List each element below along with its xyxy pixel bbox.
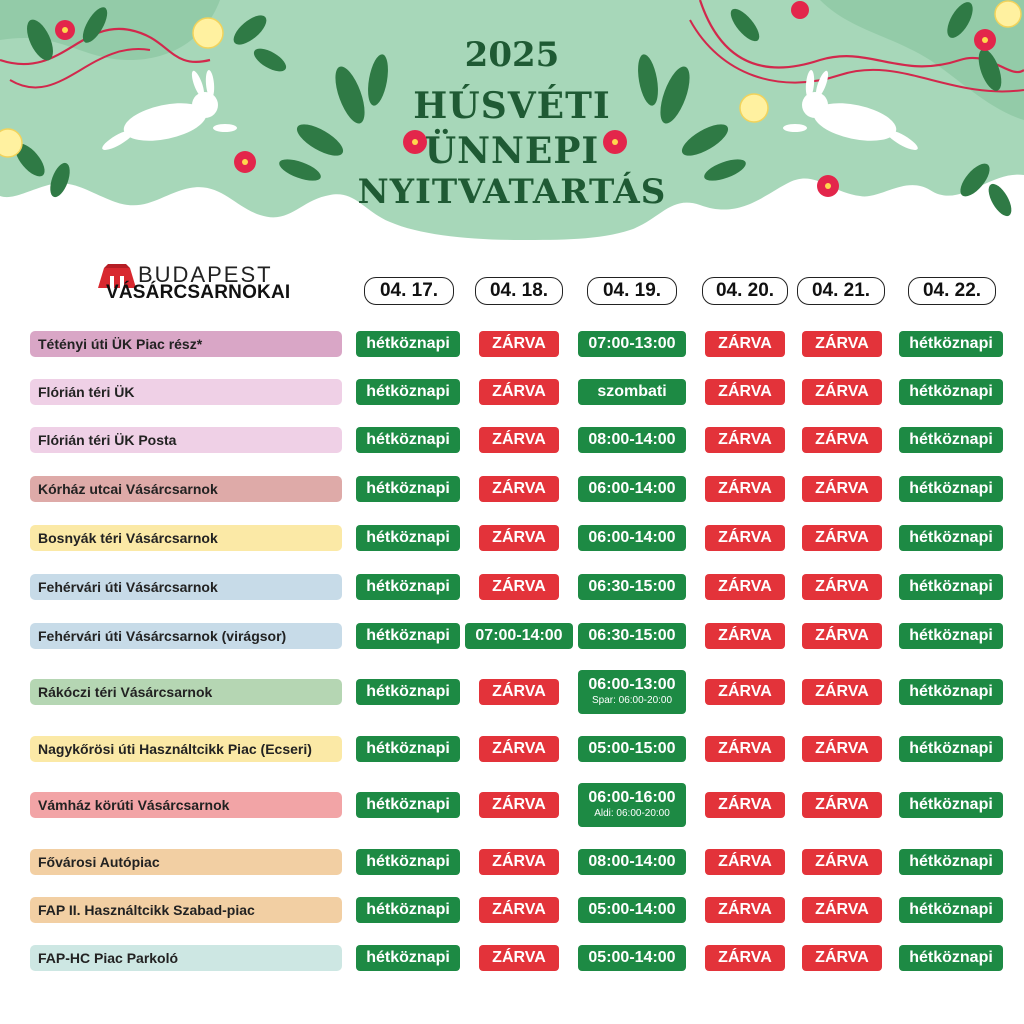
- open-hours-badge: [899, 849, 1003, 875]
- closed-badge: [705, 476, 785, 502]
- closed-badge: [705, 897, 785, 923]
- cell-note: Spar: 06:00-20:00: [591, 695, 673, 707]
- cell-value: hétköznapi: [366, 382, 450, 400]
- cell-value: szombati: [597, 382, 667, 400]
- closed-badge: [802, 736, 882, 762]
- brand-logo: [96, 262, 296, 306]
- cell-value: ZÁRVA: [815, 626, 869, 644]
- date-header-0: 04. 17.: [364, 277, 454, 305]
- closed-badge: [479, 331, 559, 357]
- closed-badge: [705, 379, 785, 405]
- cell-value: hétköznapi: [366, 430, 450, 448]
- closed-badge: [705, 849, 785, 875]
- closed-badge: [705, 427, 785, 453]
- cell-value: 05:00-14:00: [588, 948, 676, 966]
- cell-value: hétköznapi: [909, 626, 993, 644]
- open-hours-badge: [356, 427, 460, 453]
- cell-value: ZÁRVA: [815, 795, 869, 813]
- cell-value: hétköznapi: [909, 334, 993, 352]
- cell-value: 06:00-13:00: [588, 676, 676, 694]
- open-hours-badge: [356, 379, 460, 405]
- cell-value: ZÁRVA: [815, 852, 869, 870]
- cell-value: ZÁRVA: [718, 682, 772, 700]
- closed-badge: [802, 476, 882, 502]
- market-name: Fehérvári úti Vásárcsarnok: [30, 574, 342, 600]
- open-hours-badge: [356, 331, 460, 357]
- open-hours-badge: [578, 945, 686, 971]
- date-header-2: 04. 19.: [587, 277, 677, 305]
- cell-value: ZÁRVA: [492, 479, 546, 497]
- market-name: Nagykőrösi úti Használtcikk Piac (Ecseri): [30, 736, 342, 762]
- cell-value: hétköznapi: [909, 479, 993, 497]
- cell-value: ZÁRVA: [815, 479, 869, 497]
- cell-value: ZÁRVA: [492, 852, 546, 870]
- open-hours-badge: [899, 331, 1003, 357]
- cell-value: ZÁRVA: [718, 382, 772, 400]
- closed-badge: [705, 574, 785, 600]
- cell-value: hétköznapi: [366, 334, 450, 352]
- open-hours-badge: [356, 574, 460, 600]
- open-hours-badge: [578, 670, 686, 714]
- cell-value: ZÁRVA: [492, 682, 546, 700]
- closed-badge: [479, 736, 559, 762]
- cell-value: ZÁRVA: [815, 430, 869, 448]
- closed-badge: [479, 897, 559, 923]
- cell-value: hétköznapi: [366, 948, 450, 966]
- open-hours-badge: [899, 379, 1003, 405]
- open-hours-badge: [578, 379, 686, 405]
- cell-value: hétköznapi: [909, 852, 993, 870]
- title-line-3: NYITVATARTÁS: [357, 172, 667, 212]
- closed-badge: [802, 792, 882, 818]
- market-name: Flórián téri ÜK: [30, 379, 342, 405]
- date-header-1: 04. 18.: [475, 277, 563, 305]
- cell-value: ZÁRVA: [492, 528, 546, 546]
- cell-value: hétköznapi: [366, 479, 450, 497]
- cell-value: hétköznapi: [909, 382, 993, 400]
- closed-badge: [479, 792, 559, 818]
- cell-value: ZÁRVA: [718, 334, 772, 352]
- cell-value: ZÁRVA: [815, 577, 869, 595]
- logo-text-top: BUDAPEST: [138, 262, 273, 287]
- cell-value: hétköznapi: [909, 528, 993, 546]
- cell-value: ZÁRVA: [492, 382, 546, 400]
- cell-value: 05:00-15:00: [588, 739, 676, 757]
- cell-value: 06:30-15:00: [588, 626, 676, 644]
- open-hours-badge: [578, 476, 686, 502]
- cell-value: hétköznapi: [366, 626, 450, 644]
- market-name: Tétényi úti ÜK Piac rész*: [30, 331, 342, 357]
- closed-badge: [802, 574, 882, 600]
- closed-badge: [802, 945, 882, 971]
- closed-badge: [705, 945, 785, 971]
- cell-value: hétköznapi: [366, 682, 450, 700]
- cell-value: ZÁRVA: [815, 382, 869, 400]
- cell-value: 07:00-14:00: [475, 626, 563, 644]
- cell-value: hétköznapi: [366, 577, 450, 595]
- market-name: FAP-HC Piac Parkoló: [30, 945, 342, 971]
- open-hours-badge: [356, 736, 460, 762]
- cell-value: hétköznapi: [909, 948, 993, 966]
- date-header-3: 04. 20.: [702, 277, 788, 305]
- open-hours-badge: [899, 623, 1003, 649]
- closed-badge: [802, 525, 882, 551]
- closed-badge: [705, 792, 785, 818]
- open-hours-badge: [899, 736, 1003, 762]
- open-hours-badge: [356, 792, 460, 818]
- cell-value: ZÁRVA: [815, 739, 869, 757]
- logo-text-bottom: VÁSÁRCSARNOKAI: [106, 282, 291, 303]
- open-hours-badge: [578, 427, 686, 453]
- cell-value: hétköznapi: [366, 739, 450, 757]
- open-hours-badge: [899, 574, 1003, 600]
- cell-value: ZÁRVA: [718, 430, 772, 448]
- closed-badge: [479, 525, 559, 551]
- cell-value: ZÁRVA: [815, 334, 869, 352]
- open-hours-badge: [578, 849, 686, 875]
- closed-badge: [705, 736, 785, 762]
- closed-badge: [479, 679, 559, 705]
- open-hours-badge: [356, 897, 460, 923]
- open-hours-badge: [356, 476, 460, 502]
- closed-badge: [802, 897, 882, 923]
- closed-badge: [479, 427, 559, 453]
- market-name: Rákóczi téri Vásárcsarnok: [30, 679, 342, 705]
- cell-value: ZÁRVA: [492, 795, 546, 813]
- cell-value: 05:00-14:00: [588, 900, 676, 918]
- closed-badge: [802, 623, 882, 649]
- closed-badge: [479, 849, 559, 875]
- date-header-5: 04. 22.: [908, 277, 996, 305]
- cell-value: ZÁRVA: [492, 334, 546, 352]
- market-name: Bosnyák téri Vásárcsarnok: [30, 525, 342, 551]
- closed-badge: [802, 849, 882, 875]
- cell-value: 06:00-14:00: [588, 479, 676, 497]
- cell-value: ZÁRVA: [492, 577, 546, 595]
- cell-value: 06:00-16:00: [588, 789, 676, 807]
- cell-value: 06:30-15:00: [588, 577, 676, 595]
- cell-value: ZÁRVA: [718, 626, 772, 644]
- cell-value: ZÁRVA: [492, 739, 546, 757]
- cell-value: ZÁRVA: [492, 948, 546, 966]
- closed-badge: [802, 679, 882, 705]
- open-hours-badge: [465, 623, 573, 649]
- cell-value: hétköznapi: [909, 577, 993, 595]
- market-name: Flórián téri ÜK Posta: [30, 427, 342, 453]
- closed-badge: [802, 331, 882, 357]
- closed-badge: [479, 574, 559, 600]
- closed-badge: [705, 679, 785, 705]
- open-hours-badge: [899, 679, 1003, 705]
- cell-value: hétköznapi: [909, 795, 993, 813]
- cell-value: ZÁRVA: [718, 852, 772, 870]
- market-name: Fehérvári úti Vásárcsarnok (virágsor): [30, 623, 342, 649]
- cell-value: ZÁRVA: [815, 682, 869, 700]
- cell-value: ZÁRVA: [718, 528, 772, 546]
- open-hours-badge: [578, 623, 686, 649]
- open-hours-badge: [578, 783, 686, 827]
- cell-value: ZÁRVA: [718, 900, 772, 918]
- cell-value: ZÁRVA: [815, 900, 869, 918]
- cell-value: 08:00-14:00: [588, 852, 676, 870]
- market-name: Vámház körúti Vásárcsarnok: [30, 792, 342, 818]
- cell-value: ZÁRVA: [815, 948, 869, 966]
- cell-value: hétköznapi: [366, 795, 450, 813]
- cell-value: ZÁRVA: [718, 948, 772, 966]
- cell-value: ZÁRVA: [718, 479, 772, 497]
- open-hours-badge: [899, 476, 1003, 502]
- cell-value: 08:00-14:00: [588, 430, 676, 448]
- title-line-1: HÚSVÉTI: [413, 85, 611, 127]
- market-name: Fővárosi Autópiac: [30, 849, 342, 875]
- open-hours-badge: [899, 945, 1003, 971]
- market-name: Kórház utcai Vásárcsarnok: [30, 476, 342, 502]
- cell-value: ZÁRVA: [718, 577, 772, 595]
- closed-badge: [479, 379, 559, 405]
- cell-value: 07:00-13:00: [588, 334, 676, 352]
- cell-note: Aldi: 06:00-20:00: [594, 808, 670, 820]
- cell-value: 06:00-14:00: [588, 528, 676, 546]
- open-hours-badge: [356, 679, 460, 705]
- open-hours-badge: [578, 525, 686, 551]
- closed-badge: [802, 379, 882, 405]
- open-hours-badge: [899, 897, 1003, 923]
- open-hours-badge: [578, 897, 686, 923]
- open-hours-badge: [899, 427, 1003, 453]
- cell-value: hétköznapi: [366, 900, 450, 918]
- cell-value: ZÁRVA: [718, 739, 772, 757]
- open-hours-badge: [899, 792, 1003, 818]
- market-name: FAP II. Használtcikk Szabad-piac: [30, 897, 342, 923]
- date-header-4: 04. 21.: [797, 277, 885, 305]
- cell-value: hétköznapi: [366, 528, 450, 546]
- closed-badge: [802, 427, 882, 453]
- cell-value: ZÁRVA: [718, 795, 772, 813]
- open-hours-badge: [578, 331, 686, 357]
- cell-value: ZÁRVA: [492, 900, 546, 918]
- cell-value: hétköznapi: [909, 430, 993, 448]
- closed-badge: [705, 331, 785, 357]
- open-hours-badge: [578, 574, 686, 600]
- cell-value: hétköznapi: [909, 900, 993, 918]
- closed-badge: [479, 945, 559, 971]
- cell-value: hétköznapi: [909, 682, 993, 700]
- cell-value: hétköznapi: [909, 739, 993, 757]
- cell-value: ZÁRVA: [492, 430, 546, 448]
- closed-badge: [705, 525, 785, 551]
- open-hours-badge: [356, 623, 460, 649]
- cell-value: ZÁRVA: [815, 528, 869, 546]
- title-line-2: ÜNNEPI: [424, 130, 600, 172]
- title-year: 2025: [464, 35, 560, 75]
- closed-badge: [705, 623, 785, 649]
- open-hours-badge: [899, 525, 1003, 551]
- closed-badge: [479, 476, 559, 502]
- open-hours-badge: [356, 849, 460, 875]
- open-hours-badge: [356, 525, 460, 551]
- cell-value: hétköznapi: [366, 852, 450, 870]
- open-hours-badge: [356, 945, 460, 971]
- open-hours-badge: [578, 736, 686, 762]
